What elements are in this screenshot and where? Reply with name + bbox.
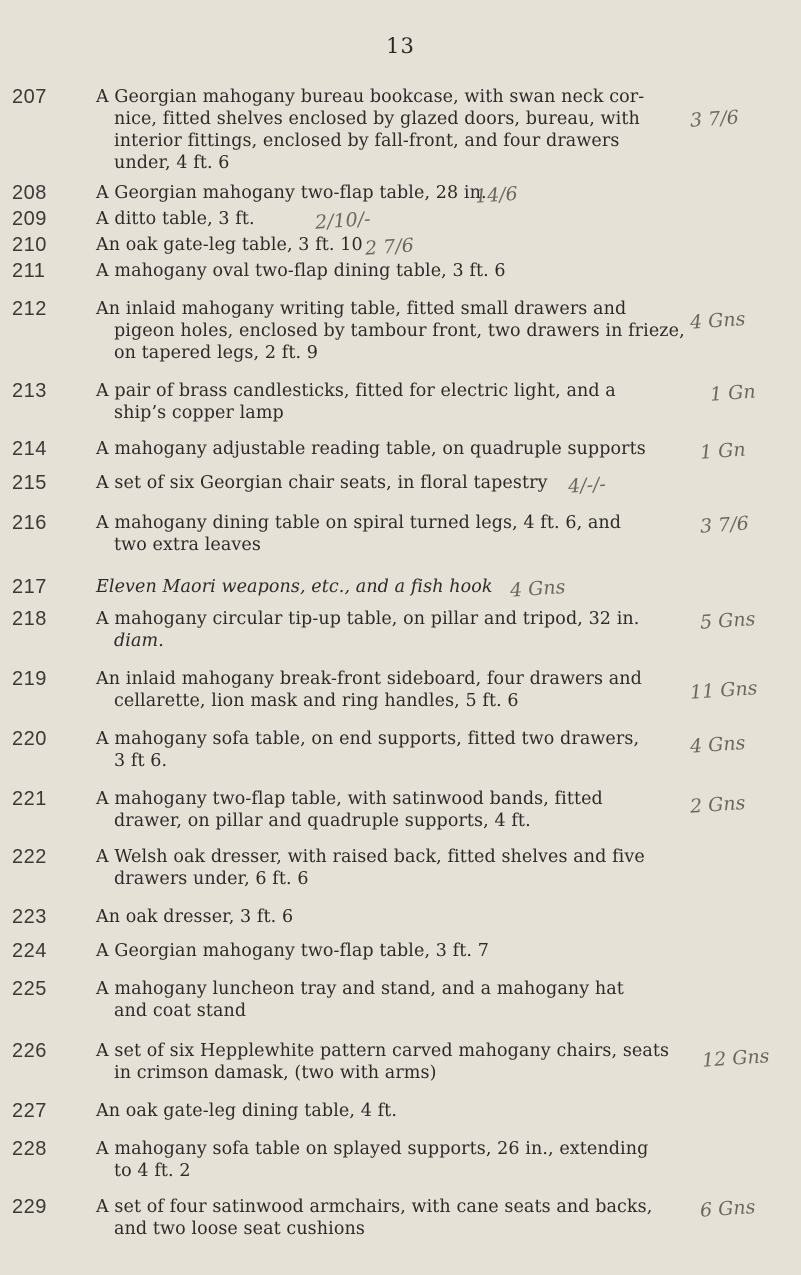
lot-number: 225: [12, 978, 47, 1000]
lot-description: A mahogany circular tip-up table, on pillar and tripod, 32 in. diam.: [96, 609, 640, 651]
lot-description: A set of six Georgian chair seats, in floral tapestry: [96, 473, 548, 493]
lot-number: 215: [12, 472, 47, 494]
lot-description: An inlaid mahogany writing table, fitted small drawers and pigeon holes, enclosed by tambour front, two drawers in frieze, on tapered legs, 2 ft. 9: [96, 299, 685, 363]
lot-number: 213: [12, 380, 47, 402]
lot-number: 227: [12, 1100, 47, 1122]
handwritten-price: 1 Gn: [709, 380, 757, 406]
handwritten-price: 2 Gns: [689, 791, 747, 818]
lot-description: A mahogany adjustable reading table, on quadruple supports: [96, 439, 646, 459]
handwritten-price: 4 Gns: [689, 731, 747, 758]
lot-number: 208: [12, 182, 47, 204]
lot-description: An oak gate-leg dining table, 4 ft.: [96, 1101, 397, 1121]
lot-number: 216: [12, 512, 47, 534]
handwritten-price: 11 Gns: [689, 677, 759, 704]
lot-number: 209: [12, 208, 47, 230]
lot-description: A Georgian mahogany two-flap table, 28 in.: [96, 183, 487, 203]
page-number: 13: [386, 34, 415, 58]
handwritten-price: 4 Gns: [509, 575, 567, 602]
lot-number: 221: [12, 788, 47, 810]
handwritten-price: 3 7/6: [689, 106, 740, 132]
lot-number: 212: [12, 298, 47, 320]
lot-description: A pair of brass candlesticks, fitted for electric light, and a ship’s copper lamp: [96, 381, 616, 423]
lot-description: A set of four satinwood armchairs, with cane seats and backs, and two loose seat cushions: [96, 1197, 653, 1239]
lot-number: 223: [12, 906, 47, 928]
handwritten-price: 1 Gn: [699, 438, 747, 464]
lot-description: A ditto table, 3 ft.: [96, 209, 255, 229]
lot-number: 217: [12, 576, 47, 598]
lot-number: 218: [12, 608, 47, 630]
handwritten-price: 2/10/-: [314, 207, 372, 234]
lot-number: 222: [12, 846, 47, 868]
lot-description: An oak gate-leg table, 3 ft. 10: [96, 235, 363, 255]
lot-description: An oak dresser, 3 ft. 6: [96, 907, 294, 927]
lot-number: 210: [12, 234, 47, 256]
lot-number: 226: [12, 1040, 47, 1062]
lot-number: 228: [12, 1138, 47, 1160]
lot-description: A mahogany sofa table, on end supports, fitted two drawers, 3 ft 6.: [96, 729, 640, 771]
handwritten-price: 4/-/-: [567, 473, 607, 498]
lot-number: 224: [12, 940, 47, 962]
handwritten-price: 2 7/6: [364, 234, 415, 260]
lot-description: A Georgian mahogany two-flap table, 3 ft. 7: [96, 941, 489, 961]
handwritten-price: 12 Gns: [701, 1045, 771, 1072]
lot-description: A Welsh oak dresser, with raised back, fitted shelves and five drawers under, 6 ft. 6: [96, 847, 645, 889]
lot-description: A set of six Hepplewhite pattern carved mahogany chairs, seats in crimson damask, (two with arms): [96, 1041, 670, 1083]
handwritten-price: 6 Gns: [699, 1195, 757, 1222]
lot-description: Eleven Maori weapons, etc., and a fish hook: [96, 577, 493, 597]
lot-description: A mahogany sofa table on splayed supports, 26 in., extending to 4 ft. 2: [96, 1139, 649, 1181]
lot-number: 229: [12, 1196, 47, 1218]
lot-number: 214: [12, 438, 47, 460]
lot-description: An inlaid mahogany break-front sideboard, four drawers and cellarette, lion mask and ring handles, 5 ft. 6: [96, 669, 642, 711]
handwritten-price: 14/6: [474, 182, 519, 208]
lot-number: 220: [12, 728, 47, 750]
lot-description: A mahogany oval two-flap dining table, 3 ft. 6: [96, 261, 506, 281]
lot-description: A mahogany luncheon tray and stand, and a mahogany hat and coat stand: [96, 979, 624, 1021]
lot-description: A mahogany two-flap table, with satinwood bands, fitted drawer, on pillar and quadruple supports, 4 ft.: [96, 789, 603, 831]
lot-number: 219: [12, 668, 47, 690]
lot-description: A mahogany dining table on spiral turned legs, 4 ft. 6, and two extra leaves: [96, 513, 622, 555]
handwritten-price: 3 7/6: [699, 512, 750, 538]
handwritten-price: 5 Gns: [699, 607, 757, 634]
lot-description: A Georgian mahogany bureau bookcase, with swan neck cor- nice, fitted shelves enclosed by glazed doors, bureau, with interior fittings, enclosed by fall-front, and four drawers under, 4 ft. 6: [96, 87, 645, 173]
handwritten-price: 4 Gns: [689, 307, 747, 334]
lot-number: 211: [12, 260, 46, 282]
lot-number: 207: [12, 86, 47, 108]
